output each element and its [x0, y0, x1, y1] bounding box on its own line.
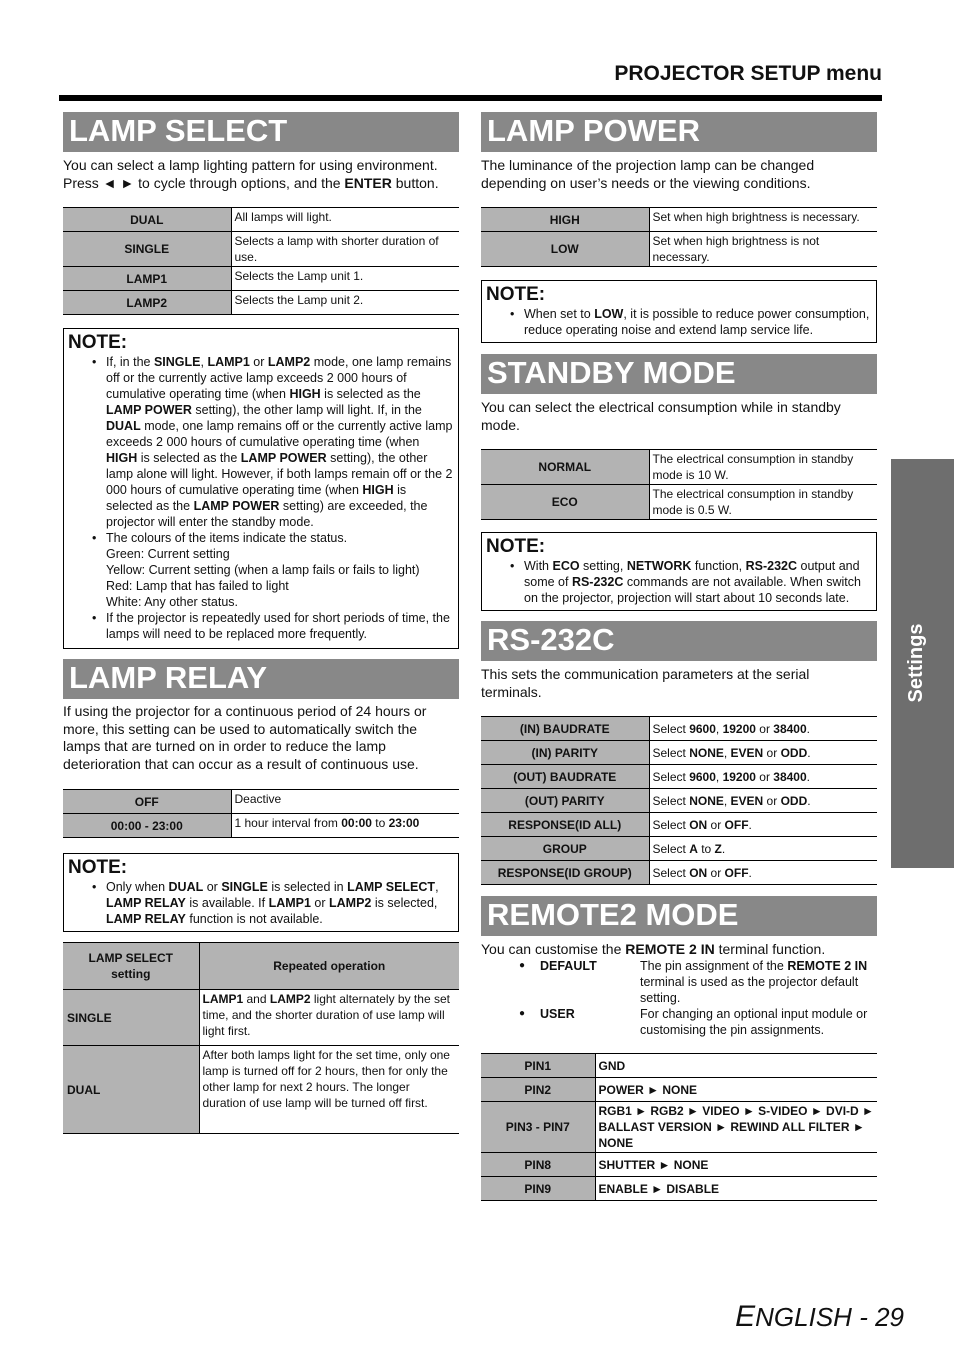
table-row: OFF Deactive — [63, 790, 459, 814]
table-row: LAMP1 Selects the Lamp unit 1. — [63, 267, 459, 291]
lamp-relay-heading: LAMP RELAY — [63, 659, 459, 699]
lamp-relay-note: NOTE: • Only when DUAL or SINGLE is selected in LAMP SELECT, LAMP RELAY is available. If LAMP1 or LAMP2 is selected, LAMP RELAY function is not available. — [63, 853, 459, 932]
lamp-power-heading: LAMP POWER — [481, 112, 877, 152]
lamp-relay-intro: If using the projector for a continuous period of 24 hours or more, this setting can be used to automatically switch the lamps that are turned on in order to reduce the lamp deterioration that can occur as a result of continuous use. — [63, 703, 427, 772]
lamp-relay-table — [63, 789, 459, 838]
note-item: • The colours of the items indicate the status. Green: Current setting Yellow: Current setting (when a lamp fails or fails to light) Red: Lamp that has failed to light White: Any other status. — [92, 530, 454, 610]
table-row: PIN8 SHUTTER ► NONE — [481, 1153, 877, 1177]
table-header-row: LAMP SELECT setting Repeated operation — [63, 943, 459, 990]
table-row: (OUT) BAUDRATE Select 9600, 19200 or 38400. — [481, 765, 877, 789]
page-header-title: PROJECTOR SETUP menu — [614, 62, 882, 85]
table-row: (IN) PARITY Select NONE, EVEN or ODD. — [481, 741, 877, 765]
standby-mode-note: NOTE: • With ECO setting, NETWORK function, RS-232C output and some of RS-232C commands are not available. When switch on the projector, projection will start about 10 seconds late. — [481, 532, 877, 611]
standby-mode-intro: You can select the electrical consumption while in standby mode. — [481, 399, 841, 433]
table-row: LAMP2 Selects the Lamp unit 2. — [63, 291, 459, 315]
lamp-select-table — [63, 207, 459, 315]
remote2-intro: You can customise the REMOTE 2 IN terminal function. — [481, 941, 826, 957]
table-row: 00:00 - 23:00 1 hour interval from 00:00 to 23:00 — [63, 814, 459, 838]
table-row: (OUT) PARITY Select NONE, EVEN or ODD. — [481, 789, 877, 813]
page-footer: ENGLISH - 29 — [735, 1300, 904, 1333]
lamp-select-intro: You can select a lamp lighting pattern for using environment. Press ◄ ► to cycle through options, and the ENTER button. — [63, 157, 439, 191]
lamp-select-heading: LAMP SELECT — [63, 112, 459, 152]
note-item: • When set to LOW, it is possible to reduce power consumption, reduce operating noise and extend lamp service life. — [510, 306, 872, 338]
note-item: • Only when DUAL or SINGLE is selected in LAMP SELECT, LAMP RELAY is available. If LAMP1 or LAMP2 is selected, LAMP RELAY function is not available. — [92, 879, 454, 927]
lamp-relay-operation-table — [63, 942, 459, 1134]
table-row: PIN2 POWER ► NONE — [481, 1078, 877, 1102]
table-row: RESPONSE(ID GROUP) Select ON or OFF. — [481, 861, 877, 885]
table-row: (IN) BAUDRATE Select 9600, 19200 or 38400. — [481, 717, 877, 741]
table-row: RESPONSE(ID ALL) Select ON or OFF. — [481, 813, 877, 837]
table-row: PIN3 - PIN7 RGB1 ► RGB2 ► VIDEO ► S-VIDEO ► DVI-D ► BALLAST VERSION ► REWIND ALL FILTER ► NONE — [481, 1102, 877, 1153]
rs232c-table — [481, 716, 877, 885]
table-row: PIN9 ENABLE ► DISABLE — [481, 1177, 877, 1201]
table-row: HIGH Set when high brightness is necessary. — [481, 208, 877, 232]
bullet-icon: ● — [519, 960, 526, 971]
note-item: • If, in the SINGLE, LAMP1 or LAMP2 mode, one lamp remains off or the currently active lamp exceeds 2 000 hours of cumulative operating time (when HIGH is selected as the LAMP POWER setting), the other lamp will light. If, in the DUAL mode, one lamp remains off or the currently active lamp exceeds 2 000 hours of cumulative operating time (when HIGH is selected as the LAMP POWER setting), the other lamp alone will light. However, if both lamps remain off or the 2 000 hours of cumulative operating time (when HIGH is selected as the LAMP POWER setting) are exceeded, the projector will enter the standby mode. — [92, 354, 454, 530]
settings-side-label: Settings — [905, 623, 927, 703]
standby-mode-table — [481, 449, 877, 520]
table-row: GROUP Select A to Z. — [481, 837, 877, 861]
note-item: • If the projector is repeatedly used for short periods of time, the lamps will need to be replaced more frequently. — [92, 610, 454, 642]
remote2-default-option: ● DEFAULT The pin assignment of the REMOTE 2 IN terminal is used as the projector default setting. — [519, 959, 868, 1005]
remote2-pin-table — [481, 1053, 877, 1201]
remote2-mode-heading: REMOTE2 MODE — [481, 896, 877, 936]
table-row: NORMAL The electrical consumption in standby mode is 10 W. — [481, 450, 877, 485]
remote2-user-option: ● USER For changing an optional input module or customising the pin assignments. — [519, 1007, 868, 1037]
bullet-icon: ● — [519, 1008, 526, 1019]
lamp-power-note: NOTE: • When set to LOW, it is possible to reduce power consumption, reduce operating noise and extend lamp service life. — [481, 280, 877, 343]
lamp-select-note: NOTE: • If, in the SINGLE, LAMP1 or LAMP2 mode, one lamp remains off or the currently active lamp exceeds 2 000 hours of cumulative operating time (when HIGH is selected as the LAMP POWER setting), the other lamp will light. If, in the DUAL mode, one lamp remains off or the currently active lamp exceeds 2 000 hours of cumulative operating time (when HIGH is selected as the LAMP POWER setting), the other lamp alone will light. However, if both lamps remain off or the 2 000 hours of cumulative operating time (when HIGH is selected as the LAMP POWER setting) are exceeded, the projector will enter the standby mode. • The colours of the items indicate the status. Green: Current setting Yellow: Current setting (when a lamp fails or fails to light) Red: Lamp that has failed to light White: Any other status. • If the projector is repeatedly used for short periods of time, the lamps will need to be replaced more frequently. — [63, 328, 459, 649]
table-row: DUAL All lamps will light. — [63, 208, 459, 232]
table-row: SINGLE LAMP1 and LAMP2 light alternately by the set time, and the shorter duration of use lamp will light first. — [63, 990, 459, 1046]
lamp-power-intro: The luminance of the projection lamp can be changed depending on user’s needs or the viewing conditions. — [481, 157, 815, 191]
table-row: SINGLE Selects a lamp with shorter duration of use. — [63, 232, 459, 267]
rs232c-intro: This sets the communication parameters at the serial terminals. — [481, 666, 810, 700]
note-item: • With ECO setting, NETWORK function, RS-232C output and some of RS-232C commands are not available. When switch on the projector, projection will start about 10 seconds late. — [510, 558, 872, 606]
table-row: ECO The electrical consumption in standby mode is 0.5 W. — [481, 485, 877, 520]
table-row: PIN1 GND — [481, 1054, 877, 1078]
rs232c-heading: RS-232C — [481, 621, 877, 661]
table-row: LOW Set when high brightness is not necessary. — [481, 232, 877, 267]
table-row: DUAL After both lamps light for the set time, only one lamp is turned off for 2 hours, then for only the other lamp for next 2 hours. The longer duration of use lamp will be turned off first. — [63, 1046, 459, 1134]
lamp-power-table — [481, 207, 877, 267]
header-rule — [59, 95, 882, 101]
standby-mode-heading: STANDBY MODE — [481, 354, 877, 394]
